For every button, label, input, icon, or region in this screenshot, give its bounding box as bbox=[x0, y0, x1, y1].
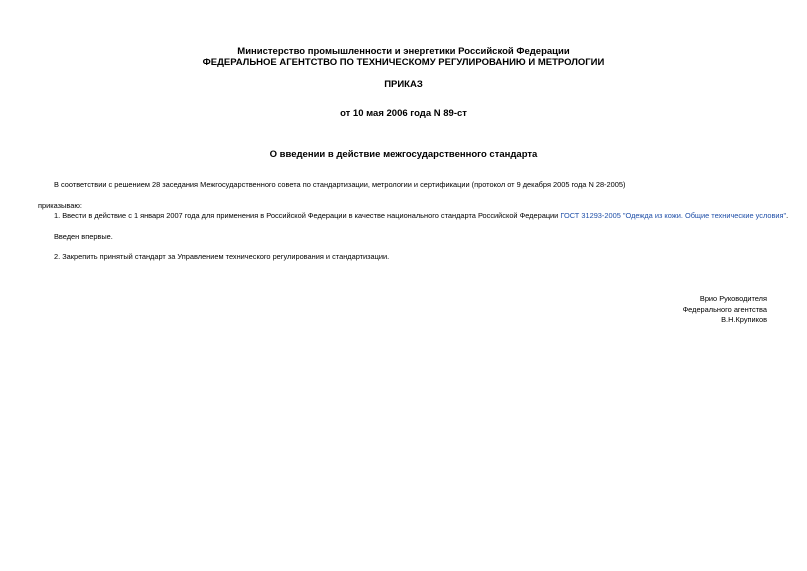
agency-heading: ФЕДЕРАЛЬНОЕ АГЕНТСТВО ПО ТЕХНИЧЕСКОМУ РЕГУЛИРОВАНИЮ И МЕТРОЛОГИИ bbox=[202, 57, 605, 68]
preamble-paragraph: В соответствии с решением 28 заседания Межгосударственного совета по стандартизации, метрологии и сертификации (протокол от 9 декабря 2005 года N 28-2005) bbox=[54, 180, 626, 189]
signatory-name: В.Н.Крупиков bbox=[721, 315, 767, 324]
item-1-period: . bbox=[786, 211, 789, 220]
order-word: приказываю: bbox=[38, 201, 82, 210]
signatory-position-line-1: Врио Руководителя bbox=[699, 294, 767, 303]
item-1-paragraph bbox=[54, 211, 788, 221]
ministry-heading: Министерство промышленности и энергетики Российской Федерации bbox=[237, 46, 570, 57]
document-subject: О введении в действие межгосударственного стандарта bbox=[269, 149, 538, 160]
item-1-text: 1. Ввести в действие с 1 января 2007 года для применения в Российской Федерации в качестве национального стандарта Российской Федерации bbox=[54, 211, 561, 220]
gost-standard-link[interactable]: ГОСТ 31293-2005 "Одежда из кожи. Общие технические условия" bbox=[560, 211, 787, 220]
document-type: ПРИКАЗ bbox=[384, 79, 423, 90]
signatory-position-line-2: Федерального агентства bbox=[682, 305, 767, 314]
document-date-number: от 10 мая 2006 года N 89-ст bbox=[340, 108, 467, 119]
first-time-note: Введен впервые. bbox=[54, 232, 113, 241]
item-2-paragraph: 2. Закрепить принятый стандарт за Управлением технического регулирования и стандартизации. bbox=[54, 252, 390, 261]
